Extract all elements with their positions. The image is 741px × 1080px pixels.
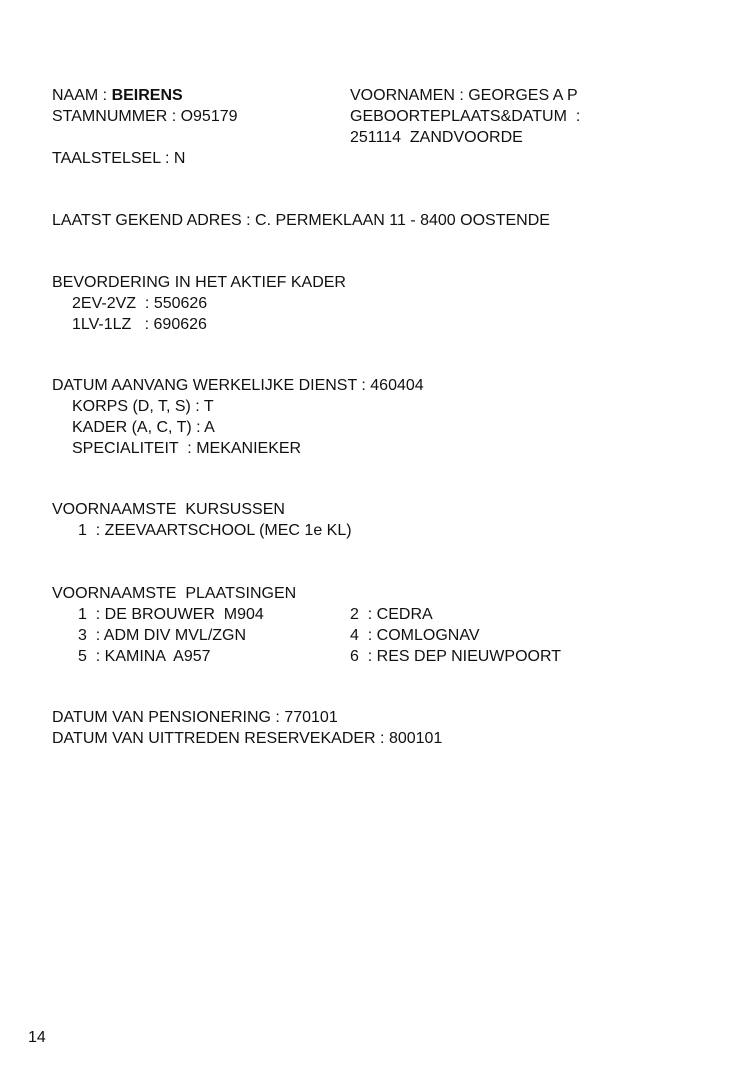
- plaatsingen-block: [52, 583, 692, 673]
- bevordering-line: 1LV-1LZ : 690626: [72, 316, 207, 333]
- plaatsingen-left-column: [52, 604, 332, 667]
- plaatsing-item: 5 : KAMINA A957: [78, 648, 211, 665]
- taalstelsel-line: TAALSTELSEL : N: [52, 150, 186, 167]
- plaatsing-item: 6 : RES DEP NIEUWPOORT: [350, 648, 562, 665]
- naam-value: BEIRENS: [111, 87, 183, 104]
- pensioen-block: [52, 707, 442, 749]
- plaatsing-item: 2 : CEDRA: [350, 606, 433, 623]
- reservekader-line: DATUM VAN UITTREDEN RESERVEKADER : 800101: [52, 730, 443, 747]
- geboorte-value: 251114 ZANDVOORDE: [350, 129, 523, 146]
- kader-line: KADER (A, C, T) : A: [72, 419, 215, 436]
- adres-line: LAATST GEKEND ADRES : C. PERMEKLAAN 11 - 8400 OOSTENDE: [52, 212, 550, 229]
- plaatsingen-right-column: [350, 604, 561, 667]
- voornamen-line: VOORNAMEN : GEORGES A P: [350, 87, 578, 104]
- naam-label: NAAM :: [52, 87, 112, 104]
- korps-line: KORPS (D, T, S) : T: [72, 398, 214, 415]
- page-number: 14: [28, 1029, 46, 1046]
- geboorte-label: GEBOORTEPLAATS&DATUM :: [350, 108, 581, 125]
- personal-info-block: [52, 85, 692, 169]
- stamnummer-line: STAMNUMMER : O95179: [52, 108, 238, 125]
- specialiteit-line: SPECIALITEIT : MEKANIEKER: [72, 440, 302, 457]
- dienst-block: [52, 375, 424, 459]
- header-right-column: [350, 85, 580, 148]
- plaatsing-item: 3 : ADM DIV MVL/ZGN: [78, 627, 247, 644]
- plaatsing-item: 1 : DE BROUWER M904: [78, 606, 264, 623]
- bevordering-line: 2EV-2VZ : 550626: [72, 295, 208, 312]
- bevordering-block: [52, 272, 346, 335]
- kursussen-heading: VOORNAAMSTE KURSUSSEN: [52, 501, 285, 518]
- pensionering-line: DATUM VAN PENSIONERING : 770101: [52, 709, 338, 726]
- kursussen-block: [52, 499, 352, 541]
- dienst-heading: DATUM AANVANG WERKELIJKE DIENST : 460404: [52, 377, 424, 394]
- adres-block: [52, 210, 550, 231]
- plaatsing-item: 4 : COMLOGNAV: [350, 627, 480, 644]
- plaatsingen-heading: VOORNAAMSTE PLAATSINGEN: [52, 585, 297, 602]
- bevordering-heading: BEVORDERING IN HET AKTIEF KADER: [52, 274, 346, 291]
- kursus-line: 1 : ZEEVAARTSCHOOL (MEC 1e KL): [78, 522, 352, 539]
